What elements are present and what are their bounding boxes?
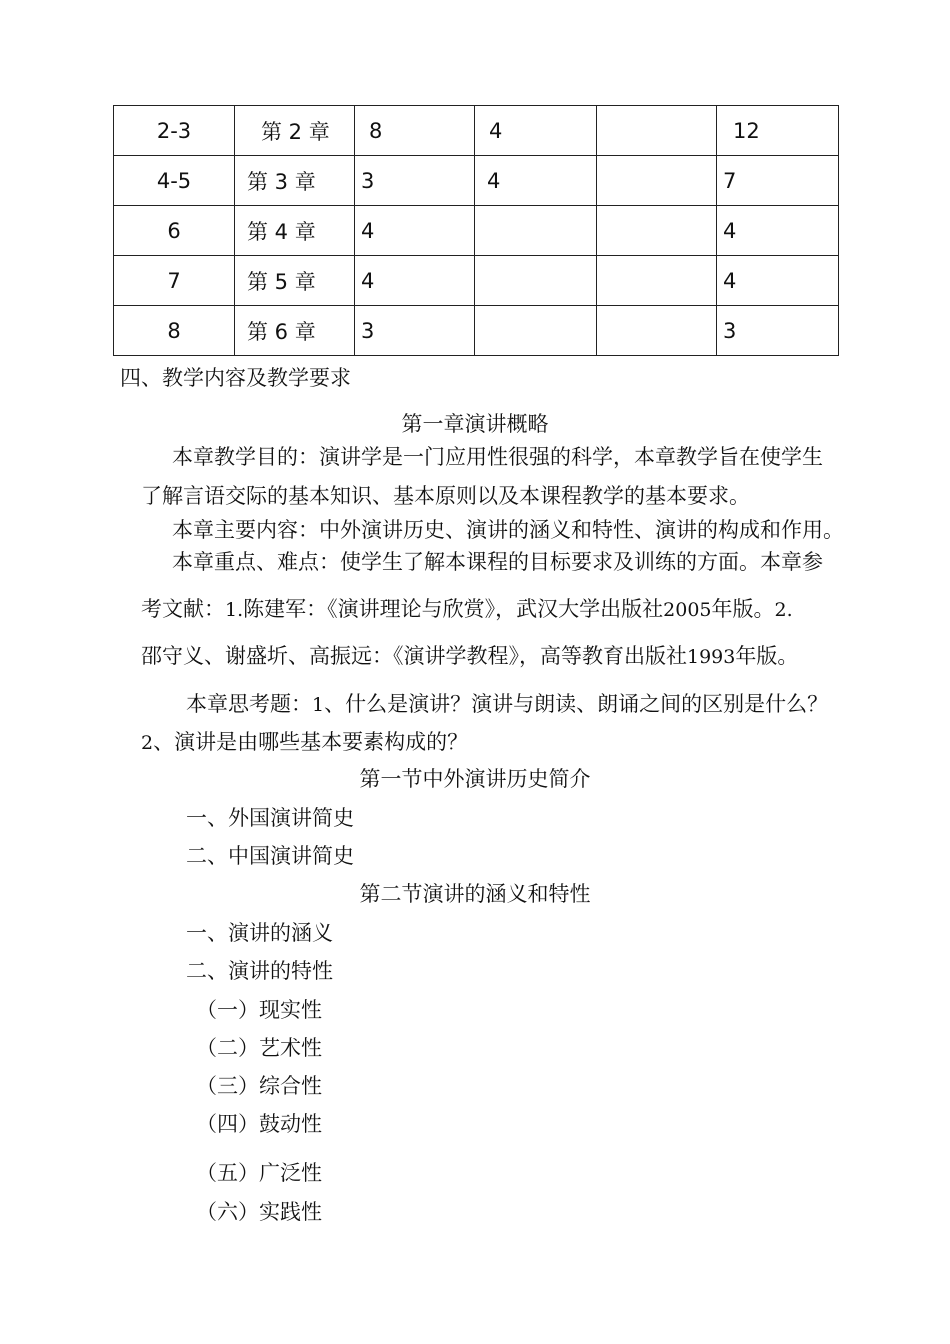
section2-title: 第二节演讲的涵义和特性: [359, 882, 591, 906]
total-cell: 7: [717, 156, 839, 206]
trait-item: （四）鼓动性: [196, 1112, 322, 1136]
main-content-line: 本章主要内容：中外演讲历史、演讲的涵义和特性、演讲的构成和作用。: [172, 518, 844, 542]
chapter-cell: 第 6 章: [235, 306, 355, 356]
week-cell: 7: [114, 256, 235, 306]
hours-cell: 8: [355, 106, 475, 156]
chapter-cell: 第 4 章: [235, 206, 355, 256]
hours-cell: [597, 106, 717, 156]
trait-item: （三）综合性: [196, 1074, 322, 1098]
section2-item: 一、演讲的涵义: [186, 921, 333, 945]
hours-cell: 4: [355, 206, 475, 256]
reference-suffix: 年版。: [735, 644, 799, 668]
trait-item: （二）艺术性: [196, 1036, 322, 1060]
hours-cell: [597, 206, 717, 256]
section-heading: 四、教学内容及教学要求: [120, 366, 351, 390]
chapter-cell: 第 5 章: [235, 256, 355, 306]
reference-year: 2005: [663, 599, 712, 621]
chapter-cell: 第 2 章: [235, 106, 355, 156]
reference-suffix: 年版。: [711, 597, 775, 621]
section1-title: 第一节中外演讲历史简介: [359, 767, 591, 791]
hours-cell: [475, 206, 597, 256]
hours-cell: 4: [475, 106, 597, 156]
question-number: 2: [141, 732, 154, 754]
questions-label: 本章思考题：: [186, 692, 312, 716]
hours-cell: [597, 156, 717, 206]
week-cell: 4-5: [114, 156, 235, 206]
reference-text: 陈建军：《演讲理论与欣赏》，武汉大学出版社: [243, 597, 664, 621]
table-row: [114, 206, 839, 256]
key-points-line: 本章重点、难点：使学生了解本课程的目标要求及训练的方面。本章参: [172, 550, 823, 574]
total-cell: 12: [717, 106, 839, 156]
reference-number: 2.: [774, 599, 793, 621]
question-text: 、演讲是由哪些基本要素构成的？: [153, 730, 469, 754]
section1-item: 一、外国演讲简史: [186, 806, 354, 830]
total-cell: 4: [717, 256, 839, 306]
table-row: [114, 106, 839, 156]
question-text: 、什么是演讲？演讲与朗读、朗诵之间的区别是什么？: [324, 692, 829, 716]
reference-number: 1.: [225, 599, 244, 621]
trait-item: （六）实践性: [196, 1200, 322, 1224]
chapter-title: 第一章演讲概略: [401, 412, 549, 436]
chapter-cell: 第 3 章: [235, 156, 355, 206]
trait-item: （一）现实性: [196, 998, 322, 1022]
hours-cell: 4: [475, 156, 597, 206]
hours-cell: [597, 306, 717, 356]
section1-item: 二、中国演讲简史: [186, 844, 354, 868]
reference-text: 邵守义、谢盛圻、高振远：《演讲学教程》，高等教育出版社: [141, 644, 687, 668]
schedule-table: [113, 105, 839, 356]
hours-cell: 4: [355, 256, 475, 306]
section2-item: 二、演讲的特性: [186, 959, 333, 983]
objective-line-1: 本章教学目的：演讲学是一门应用性很强的科学，本章教学旨在使学生: [172, 445, 823, 469]
total-cell: 3: [717, 306, 839, 356]
week-cell: 2-3: [114, 106, 235, 156]
question-number: 1: [312, 694, 325, 716]
hours-cell: 3: [355, 156, 475, 206]
reference-line-2: [141, 641, 798, 672]
hours-cell: [475, 256, 597, 306]
table-row: [114, 306, 839, 356]
week-cell: 8: [114, 306, 235, 356]
table-row: [114, 256, 839, 306]
reference-year: 1993: [687, 646, 736, 668]
reference-label: 考文献：: [141, 597, 225, 621]
total-cell: 4: [717, 206, 839, 256]
week-cell: 6: [114, 206, 235, 256]
trait-item: （五）广泛性: [196, 1161, 322, 1185]
reference-line-1: [141, 594, 793, 625]
questions-line-2: [141, 727, 468, 758]
questions-line-1: [186, 689, 828, 720]
hours-cell: [475, 306, 597, 356]
table-row: [114, 156, 839, 206]
hours-cell: [597, 256, 717, 306]
objective-line-2: 了解言语交际的基本知识、基本原则以及本课程教学的基本要求。: [141, 484, 750, 508]
hours-cell: 3: [355, 306, 475, 356]
